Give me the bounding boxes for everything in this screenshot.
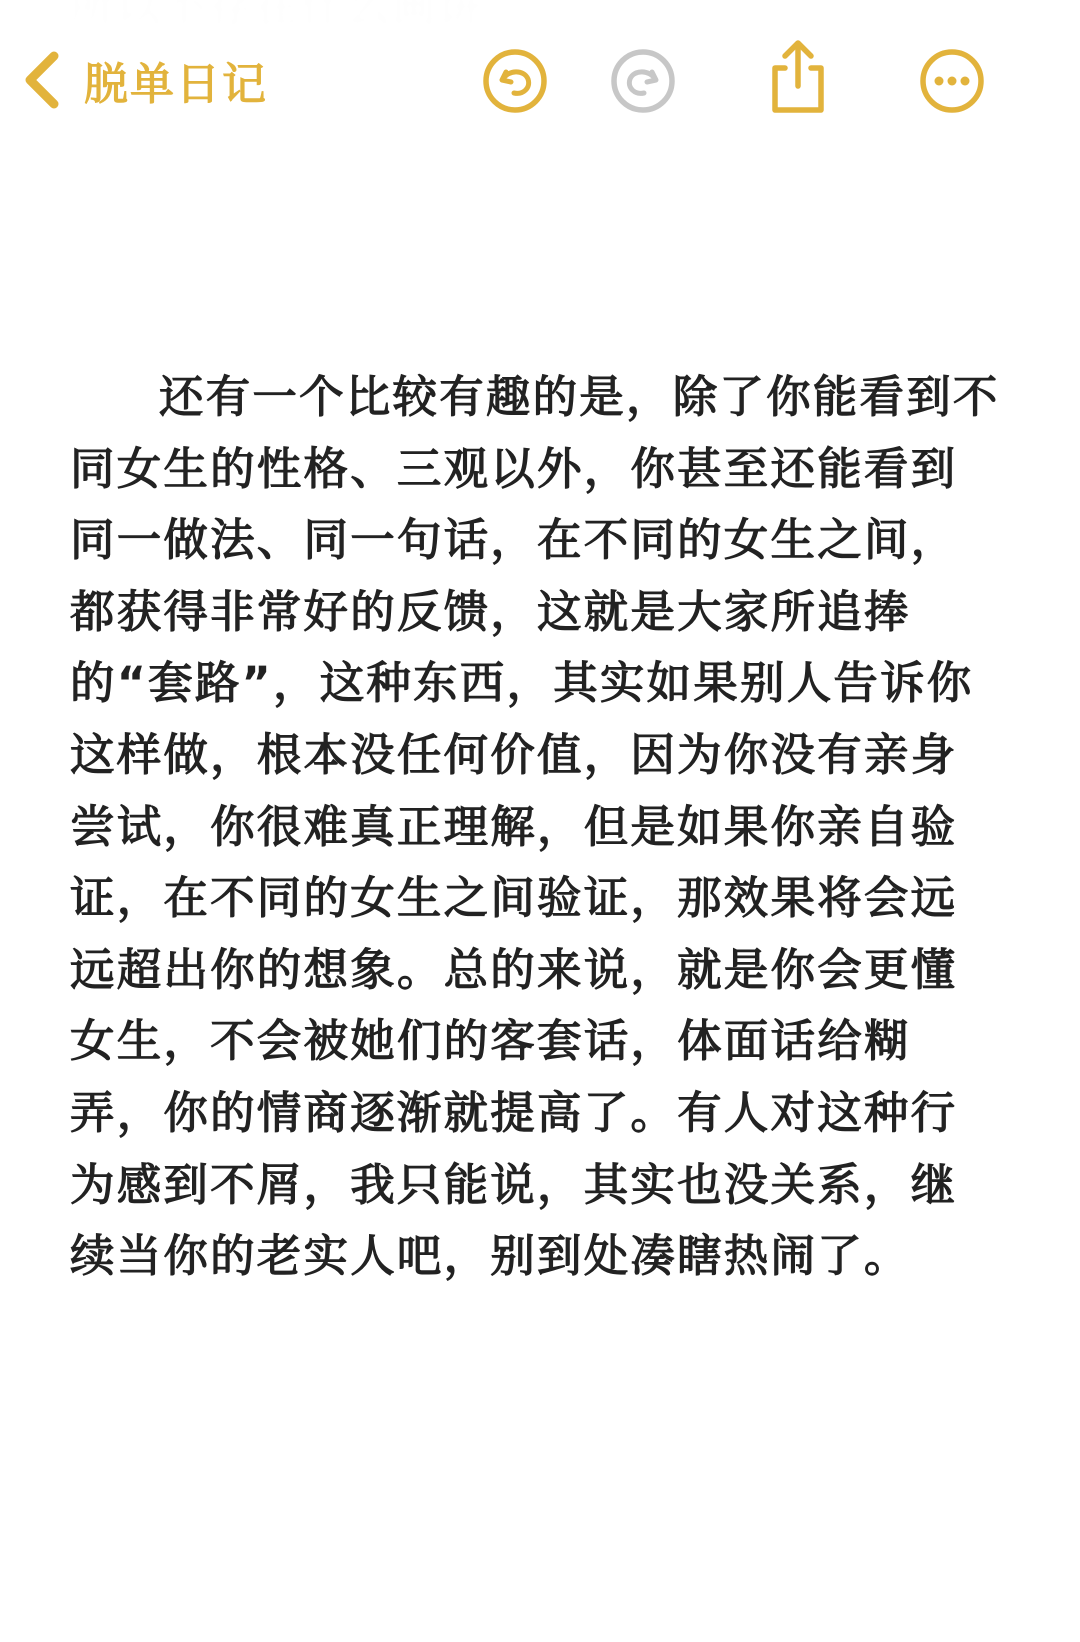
- note-body-text[interactable]: 还有一个比较有趣的是，除了你能看到不同女生的性格、三观以外，你甚至还能看到同一做法、同一句话，在不同的女生之间，都获得非常好的反馈，这就是大家所追捧的“套路”，这种东西，其实如果别人告诉你这样做，根本没任何价值，因为你没有亲身尝试，你很难真正理解，但是如果你亲自验证，在不同的女生之间验证，那效果将会远远超出你的想象。总的来说，就是你会更懂女生，不会被她们的客套话，体面话给糊弄，你的情商逐渐就提高了。有人对这种行为感到不屑，我只能说，其实也没关系，继续当你的老实人吧，别到处凑瞎热闹了。: [70, 372, 1000, 1283]
- more-icon[interactable]: [917, 46, 987, 116]
- back-button[interactable]: [22, 44, 268, 116]
- navigation-bar: [0, 0, 1080, 160]
- undo-icon[interactable]: [480, 46, 550, 116]
- share-icon[interactable]: [763, 36, 833, 116]
- redo-icon[interactable]: [608, 46, 678, 116]
- chevron-left-icon: [22, 50, 62, 110]
- back-title: 脱单日记: [84, 59, 268, 110]
